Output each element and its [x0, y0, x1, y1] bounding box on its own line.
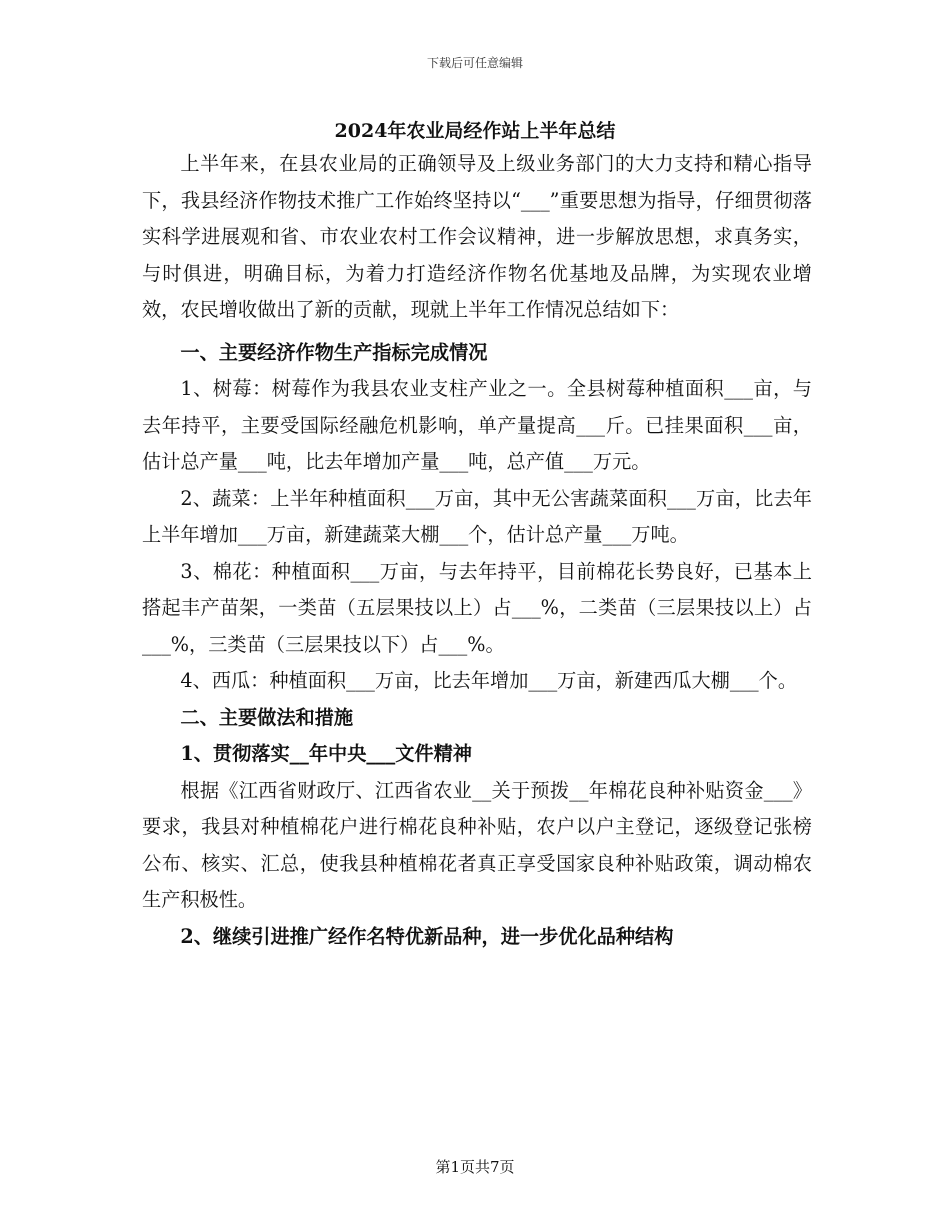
item-1-paragraph: 1、树莓：树莓作为我县农业支柱产业之一。全县树莓种植面积___亩，与去年持平，主要受国际经融危机影响，单产量提高___斤。已挂果面积___亩，估计总产量___吨，比去年增加产量___吨，总产值___万元。 — [142, 377, 812, 473]
document-body — [142, 146, 812, 955]
item-4-paragraph: 4、西瓜：种植面积___万亩，比去年增加___万亩，新建西瓜大棚___个。 — [180, 669, 798, 692]
section-2-heading: 二、主要做法和措施 — [180, 705, 354, 729]
subsection-1-paragraph: 根据《江西省财政厅、江西省农业__关于预拨__年棉花良种补贴资金___》要求，我县对种植棉花户进行棉花良种补贴，农户以户主登记，逐级登记张榜公布、核实、汇总，使我县种植棉花者真正享受国家良种补贴政策，调动棉农生产积极性。 — [142, 778, 812, 911]
item-3-paragraph: 3、棉花：种植面积___万亩，与去年持平，目前棉花长势良好，已基本上搭起丰产苗架，一类苗（五层果技以上）占___%，二类苗（三层果技以上）占___%，三类苗（三层果技以下）占___%。 — [142, 559, 812, 656]
header-note: 下载后可任意编辑 — [426, 56, 523, 70]
document-title: 2024年农业局经作站上半年总结 — [334, 120, 616, 142]
subsection-1-heading: 1、贯彻落实__年中央___文件精神 — [180, 742, 472, 765]
item-2-paragraph: 2、蔬菜：上半年种植面积___万亩，其中无公害蔬菜面积___万亩，比去年上半年增加___万亩，新建蔬菜大棚___个，估计总产量___万吨。 — [142, 486, 812, 546]
intro-paragraph: 上半年来，在县农业局的正确领导及上级业务部门的大力支持和精心指导下，我县经济作物技术推广工作始终坚持以“___”重要思想为指导，仔细贯彻落实科学进展观和省、市农业农村工作会议精神，进一步解放思想，求真务实，与时俱进，明确目标，为着力打造经济作物名优基地及品牌，为实现农业增效，农民增收做出了新的贡献，现就上半年工作情况总结如下： — [142, 152, 812, 321]
subsection-2-heading: 2、继续引进推广经作名特优新品种，进一步优化品种结构 — [180, 924, 674, 948]
section-1-heading: 一、主要经济作物生产指标完成情况 — [180, 340, 488, 364]
page-number-footer: 第1页共7页 — [435, 1158, 515, 1176]
